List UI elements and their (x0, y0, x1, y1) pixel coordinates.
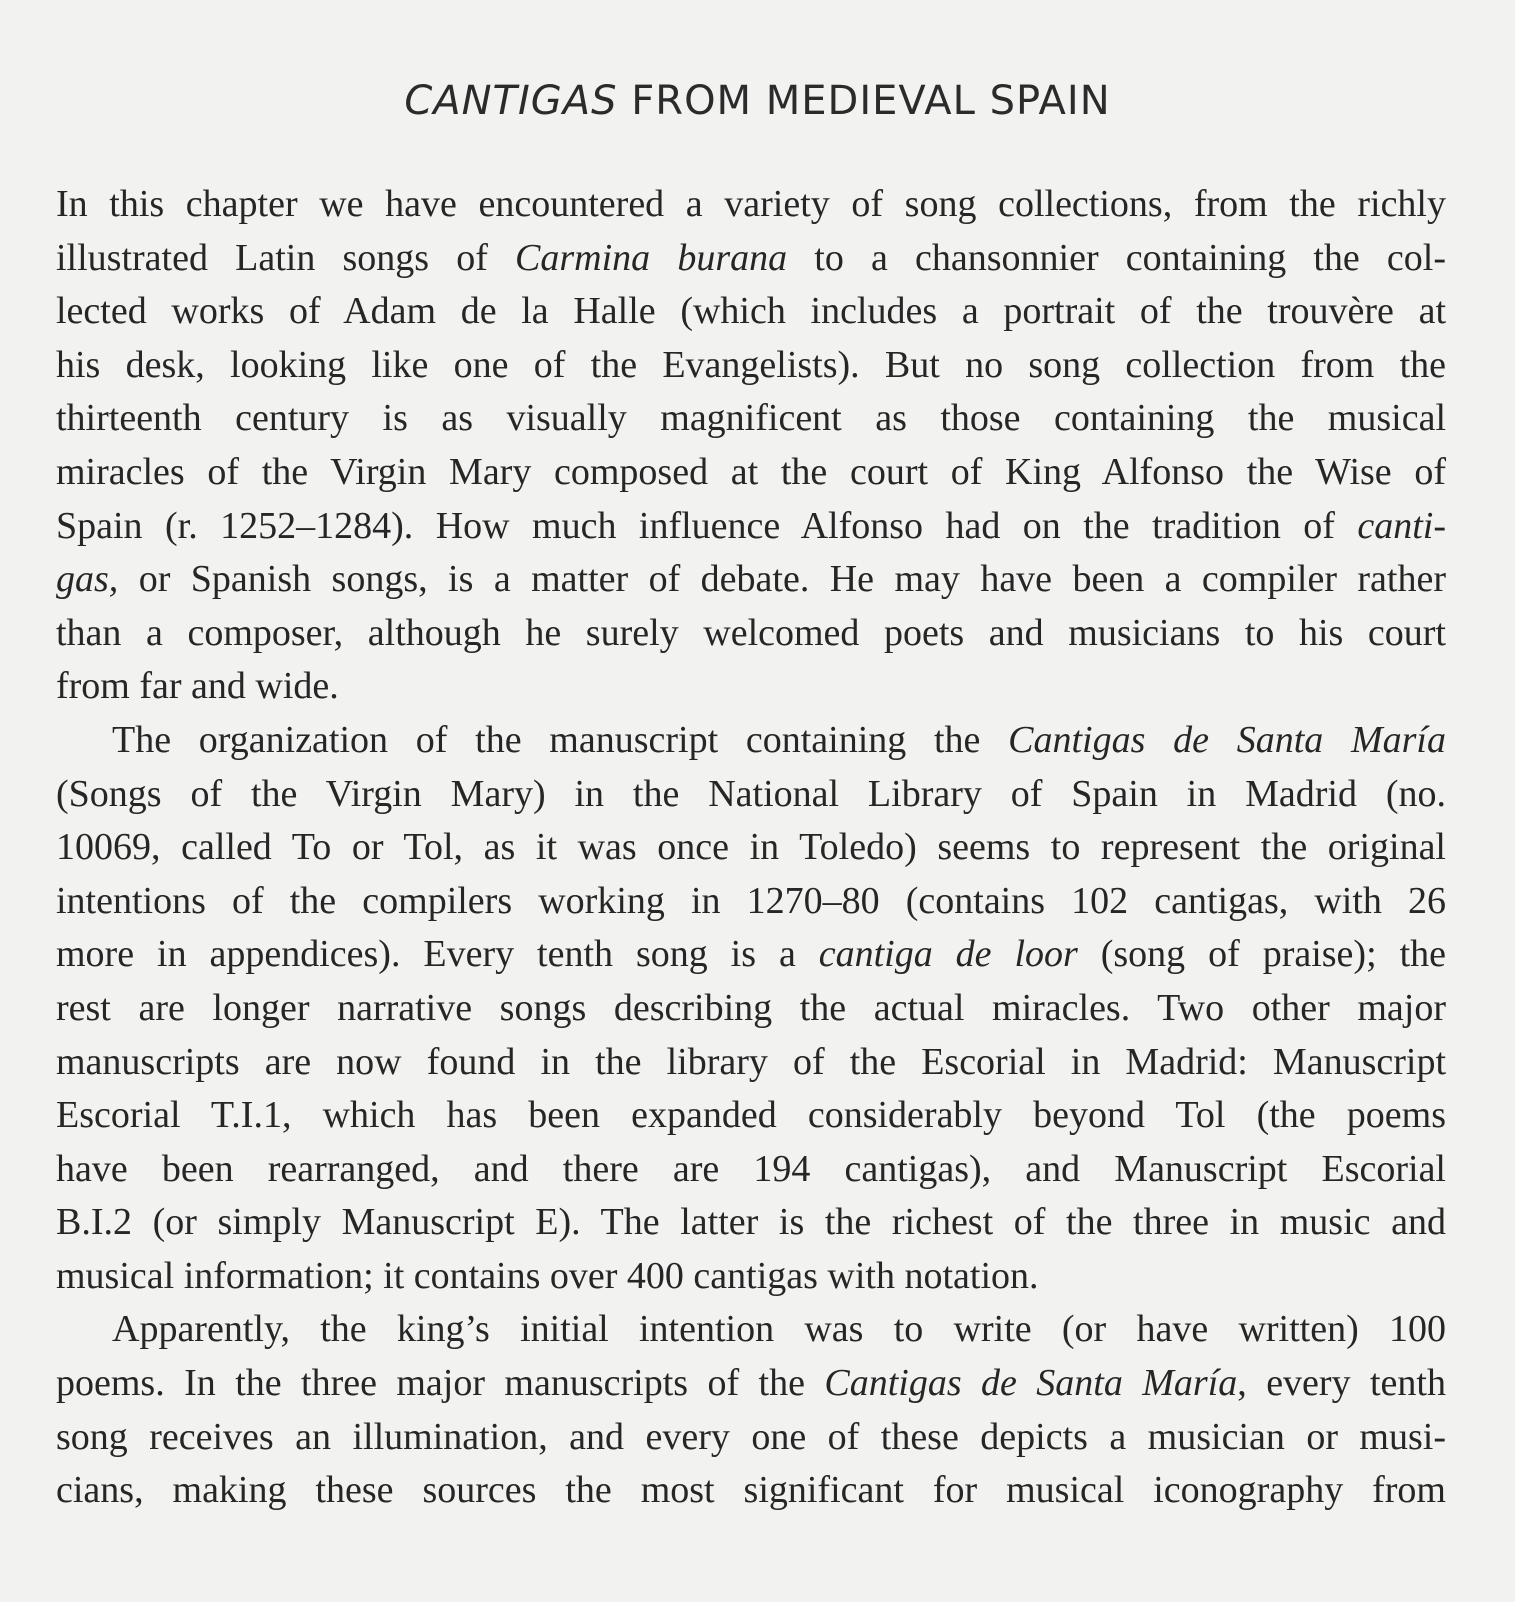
text-run: miracles of the Virgin Mary composed at the court of King Alfonso the Wise of (56, 450, 1446, 493)
italic-title: Carmina burana (515, 236, 788, 279)
text-run: poems. In the three major manuscripts of the (56, 1362, 825, 1405)
text-run: than a composer, although he surely welcomed poets and musicians to his court (56, 611, 1446, 654)
text-line (56, 607, 1446, 661)
text-run: In this chapter we have encountered a variety of song collections, from the richly (56, 183, 1446, 225)
text-line (56, 1464, 1446, 1518)
text-run: illustrated Latin songs of (56, 236, 516, 279)
text-line (56, 500, 1446, 554)
text-line (56, 553, 1446, 607)
text-run: The organization of the manuscript containing the (112, 718, 1009, 761)
italic-term: gas, (56, 558, 119, 601)
text-line (56, 392, 1446, 446)
text-line (56, 1143, 1446, 1197)
text-line (56, 982, 1446, 1036)
text-run: have been rearranged, and there are 194 cantigas), and Manuscript Escorial (56, 1147, 1446, 1190)
text-line (56, 821, 1446, 875)
text-line (56, 1036, 1446, 1090)
text-line (56, 1089, 1446, 1143)
text-run: cians, making these sources the most significant for musical iconography from (56, 1469, 1446, 1512)
text-line (56, 660, 1446, 714)
text-line (56, 714, 1446, 768)
text-run: (Songs of the Virgin Mary) in the National Library of Spain in Madrid (no. (56, 772, 1446, 815)
text-line (56, 1250, 1446, 1304)
text-run: Escorial T.I.1, which has been expanded considerably beyond Tol (the poems (56, 1094, 1446, 1137)
italic-title: Cantigas de Santa María (824, 1362, 1238, 1405)
paragraph-1 (56, 178, 1446, 714)
text-run: from far and wide. (56, 665, 339, 708)
text-run: to a chansonnier containing the col- (787, 236, 1447, 279)
text-run: intentions of the compilers working in 1270–80 (contains 102 cantigas, with 26 (56, 879, 1446, 922)
text-line (56, 178, 1446, 232)
text-line (56, 1357, 1446, 1411)
text-run: his desk, looking like one of the Evangelists). But no song collection from the (56, 343, 1446, 386)
text-line (56, 446, 1446, 500)
italic-term: cantiga de loor (818, 933, 1078, 976)
body-text (56, 178, 1446, 1518)
italic-title: Cantigas de Santa María (1008, 718, 1446, 761)
italic-term: canti- (1357, 504, 1446, 547)
text-run: or Spanish songs, is a matter of debate. He may have been a compiler rather (118, 558, 1446, 601)
paragraph-2 (56, 714, 1446, 1304)
text-line (56, 339, 1446, 393)
text-run: thirteenth century is as visually magnificent as those containing the musical (56, 397, 1446, 440)
text-run: , every tenth (1237, 1362, 1446, 1405)
text-run: B.I.2 (or simply Manuscript E). The latter is the richest of the three in music and (56, 1201, 1446, 1244)
text-run: (song of praise); the (1077, 933, 1446, 976)
text-line (56, 232, 1446, 286)
text-run: musical information; it contains over 400 cantigas with notation. (56, 1254, 1039, 1297)
text-line (56, 1303, 1446, 1357)
text-line (56, 1196, 1446, 1250)
text-run: 10069, called To or Tol, as it was once in Toledo) seems to represent the original (56, 826, 1446, 869)
text-run: manuscripts are now found in the library of the Escorial in Madrid: Manuscript (56, 1040, 1446, 1083)
text-run: more in appendices). Every tenth song is a (56, 933, 819, 976)
text-run: Apparently, the king’s initial intention was to write (or have written) 100 (112, 1308, 1446, 1351)
text-line (56, 928, 1446, 982)
text-run: rest are longer narrative songs describing the actual miracles. Two other major (56, 986, 1446, 1029)
text-run: lected works of Adam de la Halle (which includes a portrait of the trouvère at (56, 290, 1446, 333)
section-heading-rest: FROM MEDIEVAL SPAIN (617, 78, 1111, 124)
text-line (56, 1411, 1446, 1465)
text-line (56, 768, 1446, 822)
section-heading (0, 78, 1515, 124)
text-run: Spain (r. 1252–1284). How much influence Alfonso had on the tradition of (56, 504, 1358, 547)
text-line (56, 285, 1446, 339)
text-line (56, 875, 1446, 929)
section-heading-italic: CANTIGAS (404, 78, 618, 124)
text-run: song receives an illumination, and every one of these depicts a musician or musi- (56, 1415, 1446, 1458)
paragraph-3 (56, 1303, 1446, 1517)
